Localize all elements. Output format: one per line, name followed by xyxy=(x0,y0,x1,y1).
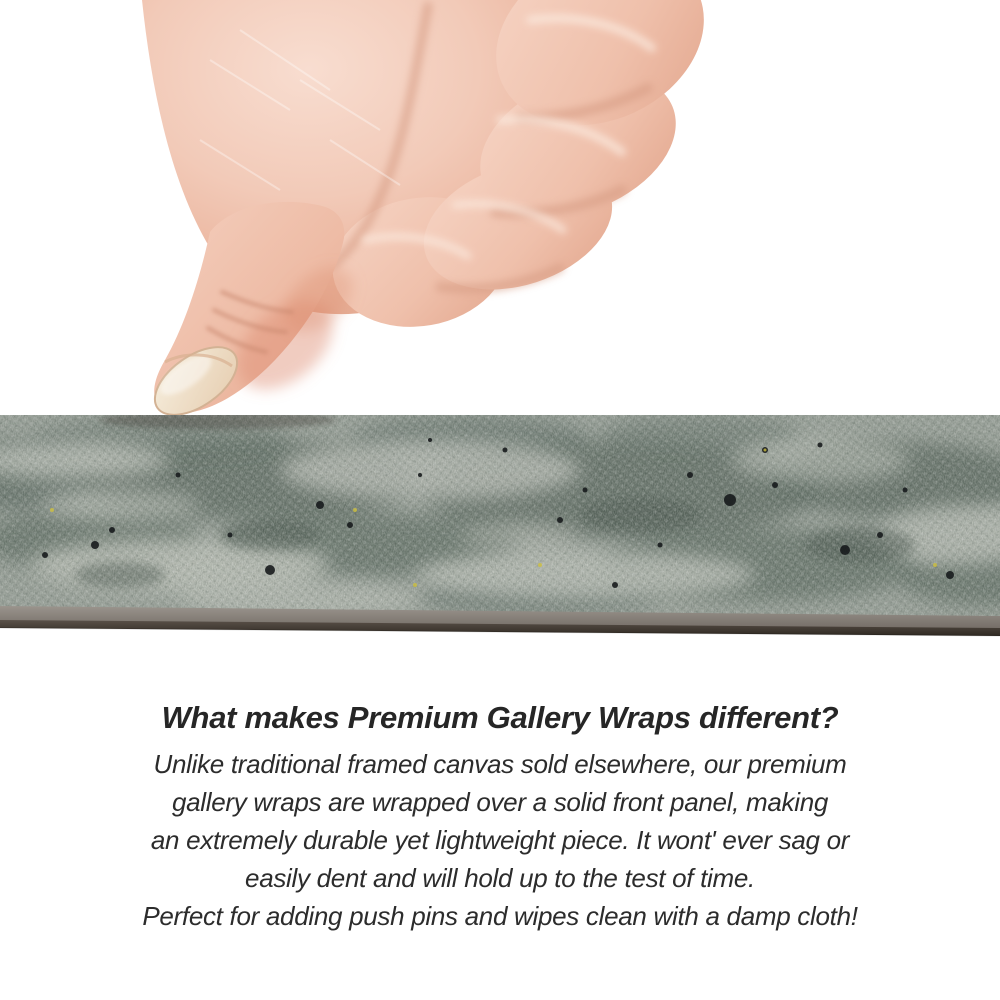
canvas-grain-light xyxy=(0,415,1000,617)
caption-line-3: an extremely durable yet lightweight piece. It wont' ever sag or xyxy=(150,825,850,855)
hand-pressing-thumb-photo xyxy=(0,0,1000,440)
caption-block xyxy=(0,700,1000,935)
caption-line-2: gallery wraps are wrapped over a solid front panel, making xyxy=(171,787,829,817)
caption-line-1: Unlike traditional framed canvas sold elsewhere, our premium xyxy=(153,749,847,779)
caption-heading: What makes Premium Gallery Wraps different? xyxy=(161,700,839,735)
canvas-edge-photo xyxy=(0,415,1000,647)
caption-line-4: easily dent and will hold up to the test of time. xyxy=(245,863,755,893)
caption-line-5: Perfect for adding push pins and wipes clean with a damp cloth! xyxy=(142,901,858,931)
